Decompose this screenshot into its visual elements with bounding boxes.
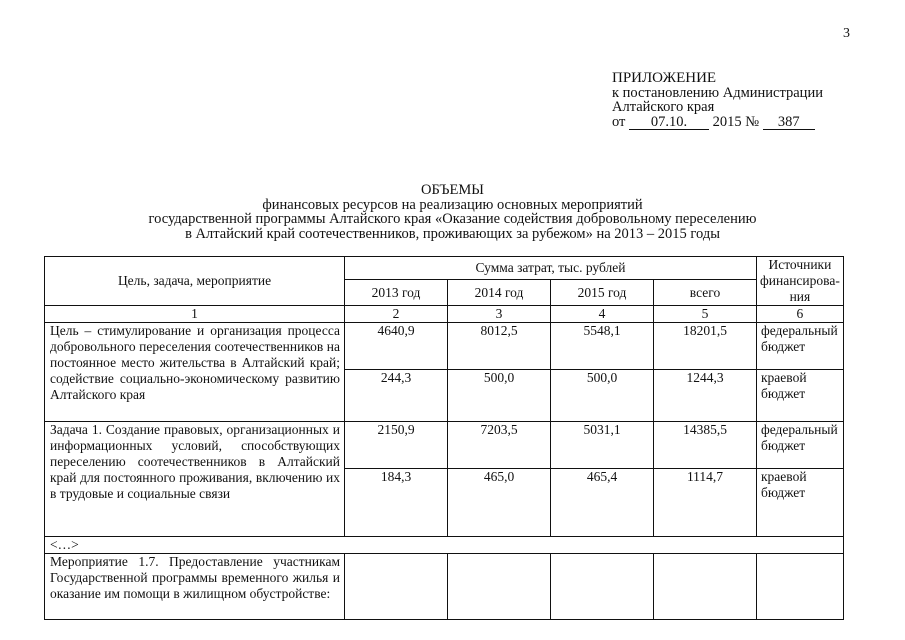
col-number-4: 4 <box>551 306 654 323</box>
cell-value: 14385,5 <box>654 422 757 469</box>
funding-table <box>44 256 844 620</box>
appendix-line-2: Алтайского края <box>612 99 715 116</box>
table-row <box>45 537 844 554</box>
header-total: всего <box>654 280 757 306</box>
header-year-2014: 2014 год <box>448 280 551 306</box>
document-title <box>0 183 905 241</box>
decree-date: 07.10. <box>629 116 709 130</box>
source-label: федеральный бюджет <box>757 422 844 469</box>
cell-empty <box>345 554 448 620</box>
table-row <box>45 323 844 370</box>
appendix-line-1: к постановлению Администрации <box>612 84 823 101</box>
cell-empty <box>654 554 757 620</box>
cell-value: 18201,5 <box>654 323 757 370</box>
table-row <box>45 422 844 469</box>
from-label: от <box>612 113 626 130</box>
col-number-3: 3 <box>448 306 551 323</box>
cell-value: 2150,9 <box>345 422 448 469</box>
col-number-5: 5 <box>654 306 757 323</box>
title-line-3: государственной программы Алтайского края «Оказание содействия добровольному переселению <box>148 211 757 228</box>
title-line-2: финансовых ресурсов на реализацию основных мероприятий <box>262 196 643 213</box>
header-year-2013: 2013 год <box>345 280 448 306</box>
source-label: краевой бюджет <box>757 370 844 422</box>
header-sources: Источники финансирова-ния <box>757 257 844 306</box>
col-number-2: 2 <box>345 306 448 323</box>
cell-value: 4640,9 <box>345 323 448 370</box>
col-number-6: 6 <box>757 306 844 323</box>
task1-text: Задача 1. Создание правовых, организационных и информационных условий, способствующих переселению соотечественников в Алтайский край для постоянного проживания, включению их в трудовые и социальные связи <box>45 422 345 537</box>
ellipsis-row: <…> <box>45 537 844 554</box>
decree-number: 387 <box>763 116 815 130</box>
cell-value: 465,4 <box>551 469 654 537</box>
col-number-1: 1 <box>45 306 345 323</box>
cell-empty <box>448 554 551 620</box>
source-label: федеральный бюджет <box>757 323 844 370</box>
page-number: 3 <box>843 26 850 41</box>
cell-empty <box>551 554 654 620</box>
cell-value: 5548,1 <box>551 323 654 370</box>
source-label: краевой бюджет <box>757 469 844 537</box>
cell-value: 8012,5 <box>448 323 551 370</box>
decree-year: 2015 № <box>712 113 760 130</box>
cell-value: 5031,1 <box>551 422 654 469</box>
appendix-title: ПРИЛОЖЕНИЕ <box>612 70 717 86</box>
cell-value: 1244,3 <box>654 370 757 422</box>
cell-value: 500,0 <box>448 370 551 422</box>
cell-value: 184,3 <box>345 469 448 537</box>
cell-empty <box>757 554 844 620</box>
table-row <box>45 554 844 620</box>
header-year-2015: 2015 год <box>551 280 654 306</box>
header-goal: Цель, задача, мероприятие <box>45 257 345 306</box>
appendix-header <box>612 71 823 130</box>
title-line-4: в Алтайский край соотечественников, проживающих за рубежом» на 2013 – 2015 годы <box>185 225 720 242</box>
goal-text: Цель – стимулирование и организация процесса добровольного переселения соотечественников на постоянное место жительства в Алтайский край; содействие социально-экономическому развитию Алтайского края <box>45 323 345 422</box>
cell-value: 500,0 <box>551 370 654 422</box>
title-line-1: ОБЪЕМЫ <box>421 182 484 198</box>
appendix-date-line <box>612 115 823 130</box>
cell-value: 1114,7 <box>654 469 757 537</box>
cell-value: 244,3 <box>345 370 448 422</box>
measure-1-7-text: Мероприятие 1.7. Предоставление участникам Государственной программы временного жилья и оказание им помощи в жилищном обустройстве: <box>45 554 345 620</box>
header-sum: Сумма затрат, тыс. рублей <box>345 257 757 280</box>
cell-value: 7203,5 <box>448 422 551 469</box>
cell-value: 465,0 <box>448 469 551 537</box>
